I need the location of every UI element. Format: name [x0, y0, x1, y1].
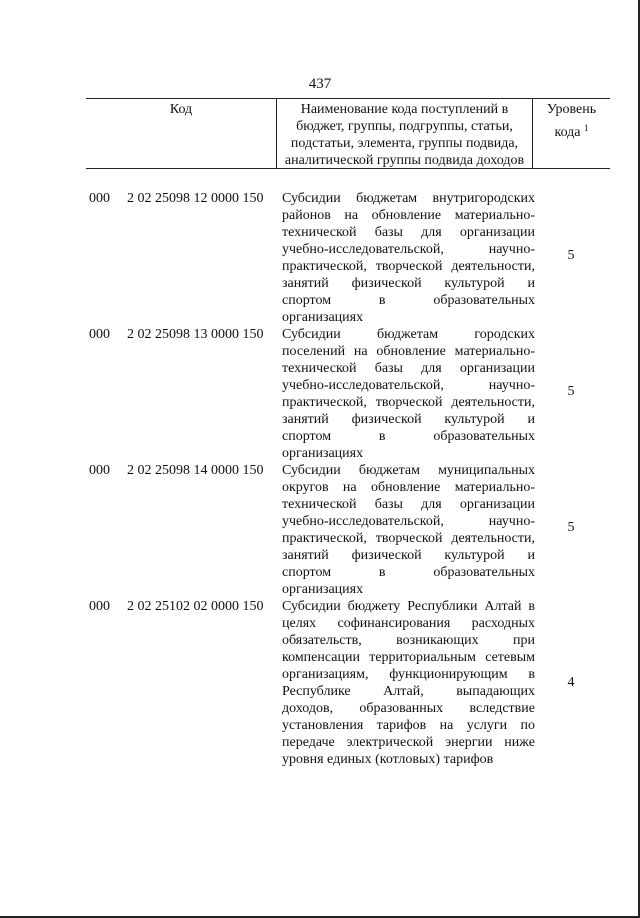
- code-level: 5: [567, 248, 575, 263]
- code-level: 5: [567, 520, 575, 535]
- code-level: 4: [567, 675, 575, 690]
- description-line: организациям, функционирующим в: [282, 667, 535, 682]
- header-name-line: бюджет, группы, подгруппы, статьи,: [296, 119, 513, 134]
- description-line: практической, творческой деятельности,: [282, 395, 535, 410]
- description-line: установления тарифов на услуги по: [282, 718, 535, 733]
- code-level: 5: [567, 384, 575, 399]
- header-name-line: Наименование кода поступлений в: [300, 102, 509, 117]
- income-code: 2 02 25098 14 0000 150: [127, 463, 264, 478]
- description-line: поселений на обновление материально-: [282, 344, 535, 359]
- description-line: целях софинансирования расходных: [282, 616, 535, 631]
- description-line: технической базы для организации: [282, 497, 535, 512]
- income-code: 2 02 25102 02 0000 150: [127, 599, 264, 614]
- description-line: районов на обновление материально-: [282, 208, 535, 223]
- income-code: 2 02 25098 13 0000 150: [127, 327, 264, 342]
- description-line: округов на обновление материально-: [282, 480, 535, 495]
- income-description: [282, 462, 535, 598]
- description-line: занятий физической культурой и: [282, 276, 535, 291]
- footnote-marker: 1: [584, 123, 589, 133]
- description-line: учебно-исследовательской, научно-: [282, 514, 535, 529]
- description-line: Субсидии бюджетам городских: [282, 327, 535, 342]
- description-line: уровня единых (котловых) тарифов: [282, 752, 494, 767]
- description-line: технической базы для организации: [282, 361, 535, 376]
- admin-code: 000: [89, 599, 110, 614]
- description-line: Субсидии бюджетам внутригородских: [282, 191, 535, 206]
- table-row: [0, 598, 640, 770]
- description-line: спортом в образовательных: [282, 293, 535, 308]
- table-header: [86, 98, 610, 169]
- table-row: [0, 190, 640, 326]
- description-line: Субсидии бюджету Республики Алтай в: [282, 599, 535, 614]
- description-line: технической базы для организации: [282, 225, 535, 240]
- description-line: спортом в образовательных: [282, 565, 535, 580]
- description-line: Субсидии бюджетам муниципальных: [282, 463, 535, 478]
- page-number: 437: [308, 76, 332, 92]
- income-description: [282, 598, 535, 768]
- description-line: Республике Алтай, выпадающих: [282, 684, 535, 699]
- description-line: учебно-исследовательской, научно-: [282, 378, 535, 393]
- description-line: доходов, образованных вследствие: [282, 701, 535, 716]
- header-name-line: аналитической группы подвида доходов: [284, 153, 525, 168]
- header-level-text: кода: [554, 125, 581, 140]
- header-name: [277, 99, 533, 168]
- description-line: организациях: [282, 310, 364, 325]
- description-line: передаче электрической энергии ниже: [282, 735, 535, 750]
- header-level-line2: [533, 119, 610, 142]
- description-line: занятий физической культурой и: [282, 412, 535, 427]
- header-name-line: подстатьи, элемента, группы подвида,: [290, 136, 519, 151]
- income-description: [282, 326, 535, 462]
- description-line: практической, творческой деятельности,: [282, 259, 535, 274]
- description-line: обязательств, возникающих при: [282, 633, 535, 648]
- description-line: занятий физической культурой и: [282, 548, 535, 563]
- admin-code: 000: [89, 191, 110, 206]
- description-line: практической, творческой деятельности,: [282, 531, 535, 546]
- description-line: спортом в образовательных: [282, 429, 535, 444]
- description-line: организациях: [282, 582, 364, 597]
- header-level: [533, 99, 610, 168]
- description-line: компенсации территориальным сетевым: [282, 650, 535, 665]
- header-code: Код: [86, 99, 277, 168]
- income-description: [282, 190, 535, 326]
- header-level-line1: Уровень: [546, 102, 597, 117]
- description-line: учебно-исследовательской, научно-: [282, 242, 535, 257]
- admin-code: 000: [89, 327, 110, 342]
- admin-code: 000: [89, 463, 110, 478]
- income-code: 2 02 25098 12 0000 150: [127, 191, 264, 206]
- table-row: [0, 326, 640, 462]
- description-line: организациях: [282, 446, 364, 461]
- table-row: [0, 462, 640, 598]
